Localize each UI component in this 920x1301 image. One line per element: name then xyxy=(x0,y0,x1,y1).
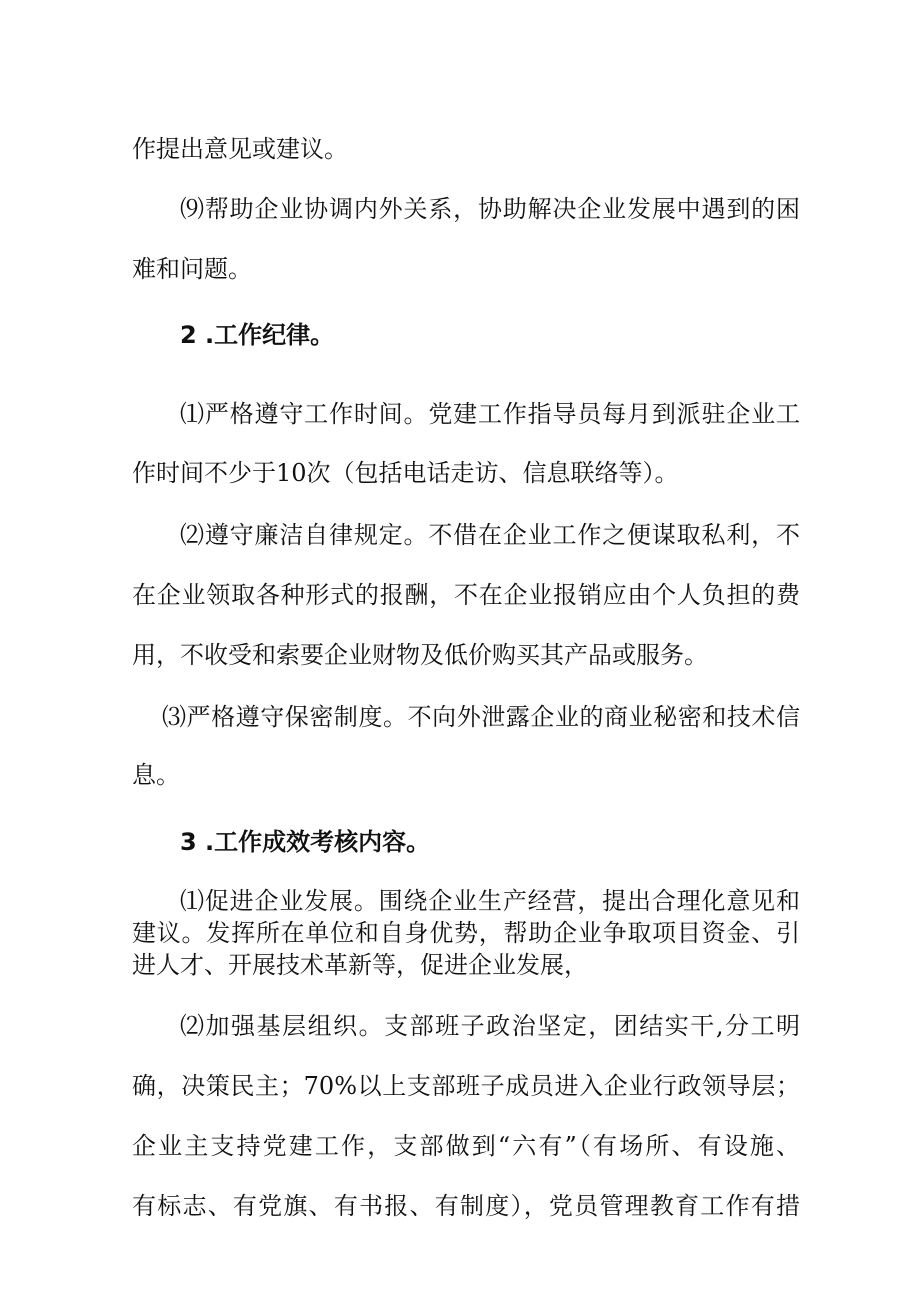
paragraph-line: 在企业领取各种形式的报酬，不在企业报销应由个人负担的费 xyxy=(132,581,800,609)
section-heading: 2 .工作纪律。 xyxy=(180,321,335,349)
paragraph-line: ⑴促进企业发展。围绕企业生产经营，提出合理化意见和 xyxy=(180,887,800,915)
paragraph-line: 有标志、有党旗、有书报、有制度），党员管理教育工作有措 xyxy=(132,1192,800,1220)
paragraph-line: 作提出意见或建议。 xyxy=(132,135,348,163)
paragraph-line: ⑴严格遵守工作时间。党建工作指导员每月到派驻企业工 xyxy=(180,400,800,428)
paragraph-line: ⑶严格遵守保密制度。不向外泄露企业的商业秘密和技术信 xyxy=(162,703,800,731)
paragraph-line: 息。 xyxy=(132,761,180,789)
section-heading: 3 .工作成效考核内容。 xyxy=(180,828,431,856)
paragraph-line: 作时间不少于10次（包括电话走访、信息联络等）。 xyxy=(132,459,679,487)
paragraph-line: 难和问题。 xyxy=(132,255,252,283)
paragraph-line: ⑼帮助企业协调内外关系，协助解决企业发展中遇到的困 xyxy=(180,195,800,223)
paragraph-line: 企业主支持党建工作，支部做到“六有”（有场所、有设施、 xyxy=(132,1132,800,1160)
paragraph-line: 确，决策民主；70%以上支部班子成员进入企业行政领导层； xyxy=(132,1072,800,1100)
paragraph-line: 进人才、开展技术革新等，促进企业发展， xyxy=(132,951,588,979)
paragraph-line: ⑵遵守廉洁自律规定。不借在企业工作之便谋取私利，不 xyxy=(180,521,800,549)
paragraph-line: 建议。发挥所在单位和自身优势，帮助企业争取项目资金、引 xyxy=(132,919,800,947)
paragraph-line: ⑵加强基层组织。支部班子政治坚定，团结实干,分工明 xyxy=(180,1012,800,1040)
paragraph-line: 用，不收受和索要企业财物及低价购买其产品或服务。 xyxy=(132,641,708,669)
